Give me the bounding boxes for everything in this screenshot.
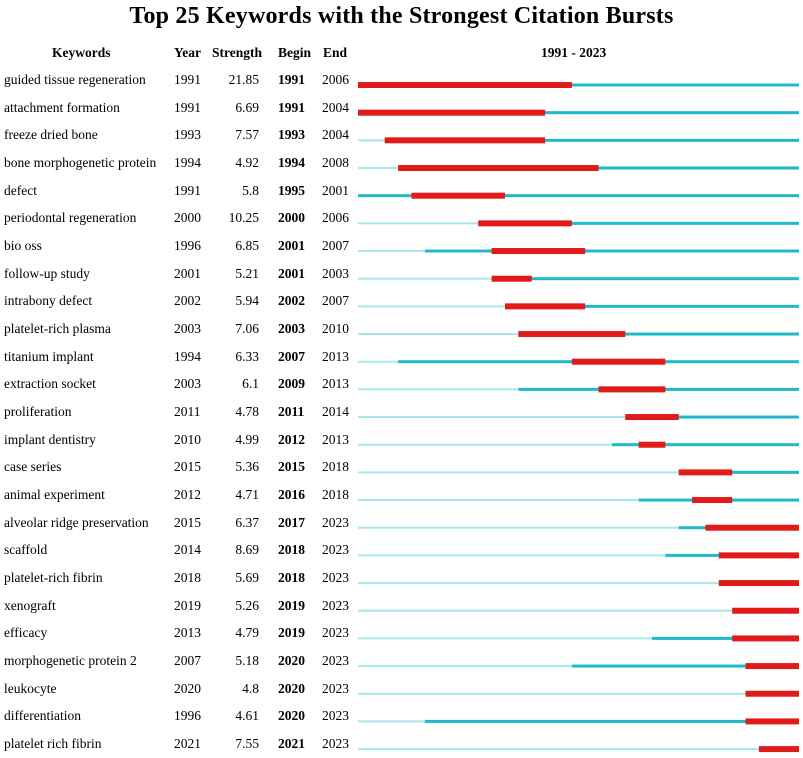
timeline-inactive-segment (358, 278, 492, 280)
row-keyword: titanium implant (4, 348, 94, 364)
row-year: 1996 (174, 708, 201, 724)
row-begin-year: 1994 (278, 155, 305, 170)
row-keyword: intrabony defect (4, 293, 93, 309)
row-keyword: morphogenetic protein 2 (4, 653, 137, 669)
row-keyword: periodontal regeneration (4, 210, 137, 226)
row-end-year: 2023 (322, 736, 349, 752)
row-end-year: 2023 (322, 708, 349, 724)
row-begin-year: 2021 (278, 736, 305, 752)
header-year: Year (174, 45, 201, 60)
row-begin-year: 2020 (278, 680, 305, 696)
row-strength: 6.1 (242, 376, 259, 392)
row-keyword: alveolar ridge preservation (4, 514, 149, 530)
row-year: 2018 (174, 570, 201, 586)
burst-bar (746, 718, 799, 724)
row-year: 2015 (174, 459, 201, 475)
row-end-year: 2023 (322, 570, 349, 586)
burst-bar (705, 525, 799, 531)
row-strength: 7.55 (235, 736, 259, 752)
row-strength: 6.69 (235, 99, 259, 115)
timeline-active-segment (492, 277, 799, 280)
row-begin-year: 1991 (278, 72, 305, 87)
row-end-year: 2013 (322, 348, 349, 364)
row-year: 1994 (174, 155, 201, 170)
row-begin-year: 2018 (278, 570, 305, 586)
row-end-year: 2006 (322, 210, 349, 226)
row-end-year: 2006 (322, 72, 349, 87)
row-keyword: platelet-rich plasma (4, 321, 111, 337)
header-strength: Strength (212, 45, 263, 60)
burst-bar (358, 110, 545, 116)
row-strength: 4.92 (235, 155, 259, 170)
timeline-inactive-segment (358, 693, 746, 695)
row-end-year: 2007 (322, 238, 349, 254)
row-begin-year: 2000 (278, 210, 305, 226)
row-begin-year: 2016 (278, 487, 305, 503)
burst-bar (719, 552, 799, 558)
row-begin-year: 2020 (278, 653, 305, 669)
row-keyword: extraction socket (4, 376, 96, 392)
burst-bar (746, 663, 799, 669)
row-begin-year: 2003 (278, 321, 305, 337)
burst-bar (505, 303, 585, 309)
timeline-inactive-segment (358, 582, 719, 584)
row-strength: 5.36 (235, 459, 259, 475)
row-end-year: 2013 (322, 431, 349, 447)
row-begin-year: 1993 (278, 127, 305, 143)
row-strength: 4.79 (235, 625, 259, 641)
row-begin-year: 2011 (278, 404, 305, 420)
row-keyword: platelet rich fibrin (4, 736, 102, 752)
row-strength: 5.94 (235, 293, 259, 309)
row-keyword: animal experiment (4, 487, 105, 503)
row-strength: 6.37 (235, 514, 259, 530)
row-end-year: 2004 (322, 127, 349, 143)
timeline-inactive-segment (358, 499, 639, 501)
row-end-year: 2003 (322, 265, 349, 281)
row-strength: 5.69 (235, 570, 259, 586)
row-strength: 5.18 (235, 653, 259, 669)
row-year: 2013 (174, 625, 201, 641)
burst-bar (358, 82, 572, 88)
row-year: 1993 (174, 127, 201, 143)
burst-bar (518, 331, 625, 337)
timeline-inactive-segment (358, 471, 679, 473)
row-end-year: 2023 (322, 653, 349, 669)
row-begin-year: 2019 (278, 625, 305, 641)
row-strength: 7.57 (235, 127, 259, 143)
row-end-year: 2007 (322, 293, 349, 309)
row-year: 2020 (174, 680, 201, 696)
row-year: 1991 (174, 99, 201, 115)
row-strength: 4.78 (235, 404, 259, 420)
row-strength: 5.26 (235, 597, 259, 613)
row-begin-year: 2001 (278, 238, 305, 254)
row-begin-year: 2017 (278, 514, 305, 530)
burst-bar (385, 137, 545, 143)
burst-bar (492, 248, 586, 254)
burst-bar (398, 165, 598, 171)
row-keyword: freeze dried bone (4, 127, 98, 143)
timeline-inactive-segment (358, 305, 505, 307)
burst-bar (692, 497, 732, 503)
row-begin-year: 1991 (278, 99, 305, 115)
burst-bar (492, 276, 532, 282)
row-year: 2007 (174, 653, 201, 669)
row-year: 1996 (174, 238, 201, 254)
timeline-inactive-segment (358, 554, 665, 556)
burst-bar (759, 746, 799, 752)
row-end-year: 2008 (322, 155, 349, 170)
row-begin-year: 1995 (278, 182, 305, 198)
timeline-inactive-segment (358, 388, 518, 390)
row-keyword: scaffold (4, 542, 48, 558)
burst-bar (478, 220, 572, 226)
row-strength: 10.25 (228, 210, 259, 226)
row-keyword: xenograft (4, 597, 56, 613)
row-year: 2014 (174, 542, 201, 558)
row-year: 2015 (174, 514, 201, 530)
row-year: 2000 (174, 210, 201, 226)
row-begin-year: 2018 (278, 542, 305, 558)
row-end-year: 2023 (322, 514, 349, 530)
row-keyword: platelet-rich fibrin (4, 570, 103, 586)
row-strength: 5.21 (235, 265, 259, 281)
row-strength: 6.33 (235, 348, 259, 364)
row-year: 2003 (174, 376, 201, 392)
timeline-inactive-segment (358, 527, 679, 529)
row-end-year: 2018 (322, 459, 349, 475)
row-year: 2011 (174, 404, 201, 420)
row-begin-year: 2019 (278, 597, 305, 613)
row-end-year: 2014 (322, 404, 349, 420)
row-keyword: defect (4, 182, 37, 198)
header-year-range: 1991 - 2023 (541, 45, 607, 60)
row-strength: 4.8 (242, 680, 259, 696)
row-end-year: 2023 (322, 680, 349, 696)
row-keyword: leukocyte (4, 680, 57, 696)
burst-bar (679, 469, 732, 475)
burst-bar (732, 608, 799, 614)
chart-title: Top 25 Keywords with the Strongest Citation Bursts (129, 3, 674, 29)
timeline-inactive-segment (358, 665, 572, 667)
row-end-year: 2004 (322, 99, 349, 115)
row-keyword: efficacy (4, 625, 48, 641)
row-strength: 7.06 (235, 321, 259, 337)
row-strength: 6.85 (235, 238, 259, 254)
timeline-inactive-segment (358, 610, 732, 612)
row-year: 1991 (174, 182, 201, 198)
row-begin-year: 2007 (278, 348, 305, 364)
row-begin-year: 2009 (278, 376, 305, 392)
burst-bar (411, 193, 505, 199)
row-strength: 4.61 (235, 708, 259, 724)
burst-bar (639, 442, 666, 448)
row-begin-year: 2001 (278, 265, 305, 281)
row-strength: 4.71 (235, 487, 259, 503)
row-year: 1991 (174, 72, 201, 87)
header-begin: Begin (278, 45, 312, 60)
row-keyword: guided tissue regeneration (4, 72, 146, 87)
row-strength: 8.69 (235, 542, 259, 558)
timeline-inactive-segment (358, 139, 385, 141)
timeline-inactive-segment (358, 720, 425, 722)
burst-bar (572, 359, 666, 365)
row-year: 2010 (174, 431, 201, 447)
row-keyword: attachment formation (4, 99, 120, 115)
row-end-year: 2023 (322, 542, 349, 558)
burst-bar (746, 691, 799, 697)
timeline-inactive-segment (358, 250, 425, 252)
row-end-year: 2018 (322, 487, 349, 503)
row-end-year: 2001 (322, 182, 349, 198)
header-end: End (323, 45, 348, 60)
row-strength: 5.8 (242, 182, 259, 198)
timeline-inactive-segment (358, 222, 478, 224)
row-strength: 21.85 (228, 72, 259, 87)
timeline-active-segment (425, 250, 799, 253)
row-year: 2003 (174, 321, 201, 337)
burst-bar (732, 635, 799, 641)
timeline-active-segment (425, 720, 799, 723)
timeline-inactive-segment (358, 333, 518, 335)
row-end-year: 2010 (322, 321, 349, 337)
timeline-inactive-segment (358, 416, 625, 418)
row-keyword: implant dentistry (4, 431, 96, 447)
row-end-year: 2023 (322, 625, 349, 641)
row-year: 2019 (174, 597, 201, 613)
row-begin-year: 2015 (278, 459, 305, 475)
row-keyword: proliferation (4, 404, 72, 420)
row-end-year: 2023 (322, 597, 349, 613)
timeline-inactive-segment (358, 167, 398, 169)
row-strength: 4.99 (235, 431, 259, 447)
row-end-year: 2013 (322, 376, 349, 392)
row-year: 2021 (174, 736, 201, 752)
row-year: 1994 (174, 348, 201, 364)
row-keyword: bio oss (4, 238, 42, 254)
row-keyword: follow-up study (4, 265, 90, 281)
header-keywords: Keywords (52, 45, 111, 60)
row-begin-year: 2012 (278, 431, 305, 447)
timeline-inactive-segment (358, 361, 398, 363)
burst-bar (719, 580, 799, 586)
row-year: 2001 (174, 265, 201, 281)
row-keyword: differentiation (4, 708, 81, 724)
row-year: 2002 (174, 293, 201, 309)
timeline-inactive-segment (358, 748, 759, 750)
burst-bar (625, 414, 678, 420)
row-begin-year: 2020 (278, 708, 305, 724)
row-keyword: case series (4, 459, 62, 475)
row-begin-year: 2002 (278, 293, 305, 309)
timeline-inactive-segment (358, 637, 652, 639)
burst-bar (599, 386, 666, 392)
timeline-inactive-segment (358, 444, 612, 446)
row-year: 2012 (174, 487, 201, 503)
row-keyword: bone morphogenetic protein (4, 155, 157, 170)
